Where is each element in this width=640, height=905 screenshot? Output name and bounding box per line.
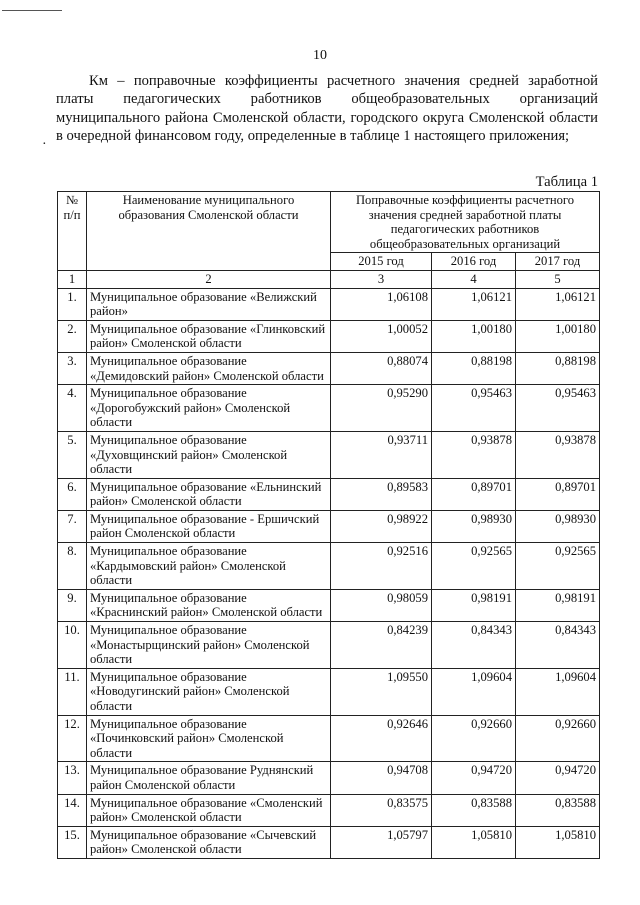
- year-2016: 2016 год: [432, 253, 516, 271]
- col-number: 2: [87, 270, 331, 288]
- coef-2016: 0,98191: [432, 589, 516, 621]
- row-number: 12.: [58, 715, 87, 762]
- table-caption: Таблица 1: [535, 174, 598, 190]
- col-number: 3: [331, 270, 432, 288]
- municipality-name: Муниципальное образование «Сычевский район» Смоленской области: [87, 826, 331, 858]
- municipality-name: Муниципальное образование «Духовщинский район» Смоленской области: [87, 431, 331, 478]
- coef-2015: 0,88074: [331, 352, 432, 384]
- coef-2015: 0,92516: [331, 543, 432, 590]
- row-number: 5.: [58, 431, 87, 478]
- coef-2016: 0,83588: [432, 794, 516, 826]
- table-row: [58, 762, 600, 794]
- table-row: [58, 543, 600, 590]
- row-number: 2.: [58, 320, 87, 352]
- table-row: [58, 431, 600, 478]
- coef-2015: 0,92646: [331, 715, 432, 762]
- coef-2015: 0,83575: [331, 794, 432, 826]
- row-number: 13.: [58, 762, 87, 794]
- row-number: 11.: [58, 668, 87, 715]
- coef-2016: 0,92660: [432, 715, 516, 762]
- coef-2017: 1,09604: [516, 668, 600, 715]
- year-2017: 2017 год: [516, 253, 600, 271]
- table-row: [58, 352, 600, 384]
- table-row: [58, 826, 600, 858]
- intro-paragraph: Км – поправочные коэффициенты расчетного значения средней заработной платы педагогических работников общеобразовательных организаций муниципального района Смоленской области, городского округа Смоленской области в очередной финансовом году, определенные в таблице 1 настоящего приложения;: [56, 73, 598, 145]
- coef-2016: 1,06121: [432, 288, 516, 320]
- table-row: [58, 385, 600, 432]
- coef-2016: 1,05810: [432, 826, 516, 858]
- coef-2017: 1,00180: [516, 320, 600, 352]
- coef-2017: 0,95463: [516, 385, 600, 432]
- coef-2015: 0,84239: [331, 622, 432, 669]
- table-row: [58, 794, 600, 826]
- coef-2015: 0,93711: [331, 431, 432, 478]
- municipality-name: Муниципальное образование «Демидовский район» Смоленской области: [87, 352, 331, 384]
- municipality-name: Муниципальное образование «Кардымовский район» Смоленской области: [87, 543, 331, 590]
- coef-2015: 0,94708: [331, 762, 432, 794]
- col-number: 5: [516, 270, 600, 288]
- coef-2017: 1,05810: [516, 826, 600, 858]
- row-number: 9.: [58, 589, 87, 621]
- coef-2017: 0,93878: [516, 431, 600, 478]
- row-number: 4.: [58, 385, 87, 432]
- table-row: [58, 478, 600, 510]
- table-row: [58, 668, 600, 715]
- row-number: 14.: [58, 794, 87, 826]
- municipality-name: Муниципальное образование Руднянский район Смоленской области: [87, 762, 331, 794]
- col-number: 4: [432, 270, 516, 288]
- table-row: [58, 622, 600, 669]
- header-num: № п/п: [58, 192, 87, 271]
- coef-2015: 0,98922: [331, 510, 432, 542]
- coef-2016: 0,89701: [432, 478, 516, 510]
- coef-2016: 0,93878: [432, 431, 516, 478]
- coef-2017: 0,89701: [516, 478, 600, 510]
- coef-2016: 0,94720: [432, 762, 516, 794]
- row-number: 3.: [58, 352, 87, 384]
- coef-2017: 0,94720: [516, 762, 600, 794]
- coef-2017: 1,06121: [516, 288, 600, 320]
- table-row: [58, 288, 600, 320]
- coef-2016: 1,09604: [432, 668, 516, 715]
- coef-2017: 0,98930: [516, 510, 600, 542]
- table-body: [58, 288, 600, 858]
- scan-artifact-line: [2, 10, 62, 11]
- municipality-name: Муниципальное образование «Дорогобужский район» Смоленской области: [87, 385, 331, 432]
- row-number: 8.: [58, 543, 87, 590]
- coef-2017: 0,83588: [516, 794, 600, 826]
- column-numbers-row: [58, 270, 600, 288]
- municipality-name: Муниципальное образование «Монастырщинский район» Смоленской области: [87, 622, 331, 669]
- coef-2015: 0,89583: [331, 478, 432, 510]
- row-number: 6.: [58, 478, 87, 510]
- header-name: Наименование муниципального образования Смоленской области: [87, 192, 331, 271]
- coef-2015: 1,09550: [331, 668, 432, 715]
- coef-2016: 0,88198: [432, 352, 516, 384]
- table-row: [58, 715, 600, 762]
- coef-2017: 0,98191: [516, 589, 600, 621]
- coef-2015: 1,00052: [331, 320, 432, 352]
- coef-2016: 0,95463: [432, 385, 516, 432]
- coef-2017: 0,88198: [516, 352, 600, 384]
- coef-2016: 1,00180: [432, 320, 516, 352]
- table-row: [58, 510, 600, 542]
- coef-2016: 0,92565: [432, 543, 516, 590]
- stray-mark: ·: [42, 137, 47, 152]
- coef-2015: 1,06108: [331, 288, 432, 320]
- row-number: 15.: [58, 826, 87, 858]
- col-number: 1: [58, 270, 87, 288]
- coef-2017: 0,84343: [516, 622, 600, 669]
- table-row: [58, 320, 600, 352]
- coef-2015: 0,98059: [331, 589, 432, 621]
- coef-2016: 0,84343: [432, 622, 516, 669]
- municipality-name: Муниципальное образование «Краснинский район» Смоленской области: [87, 589, 331, 621]
- coef-2017: 0,92660: [516, 715, 600, 762]
- coef-2015: 1,05797: [331, 826, 432, 858]
- municipality-name: Муниципальное образование - Ершичский район Смоленской области: [87, 510, 331, 542]
- municipality-name: Муниципальное образование «Новодугинский район» Смоленской области: [87, 668, 331, 715]
- row-number: 1.: [58, 288, 87, 320]
- coef-2015: 0,95290: [331, 385, 432, 432]
- row-number: 7.: [58, 510, 87, 542]
- row-number: 10.: [58, 622, 87, 669]
- coef-2017: 0,92565: [516, 543, 600, 590]
- coefficients-table: [57, 191, 600, 859]
- table-row: [58, 589, 600, 621]
- header-coef: Поправочные коэффициенты расчетного значения средней заработной платы педагогических работников общеобразовательных организаций: [331, 192, 600, 253]
- year-2015: 2015 год: [331, 253, 432, 271]
- page-number: 10: [313, 48, 327, 63]
- municipality-name: Муниципальное образование «Починковский район» Смоленской области: [87, 715, 331, 762]
- municipality-name: Муниципальное образование «Ельнинский район» Смоленской области: [87, 478, 331, 510]
- municipality-name: Муниципальное образование «Велижский район»: [87, 288, 331, 320]
- municipality-name: Муниципальное образование «Глинковский район» Смоленской области: [87, 320, 331, 352]
- coef-2016: 0,98930: [432, 510, 516, 542]
- municipality-name: Муниципальное образование «Смоленский район» Смоленской области: [87, 794, 331, 826]
